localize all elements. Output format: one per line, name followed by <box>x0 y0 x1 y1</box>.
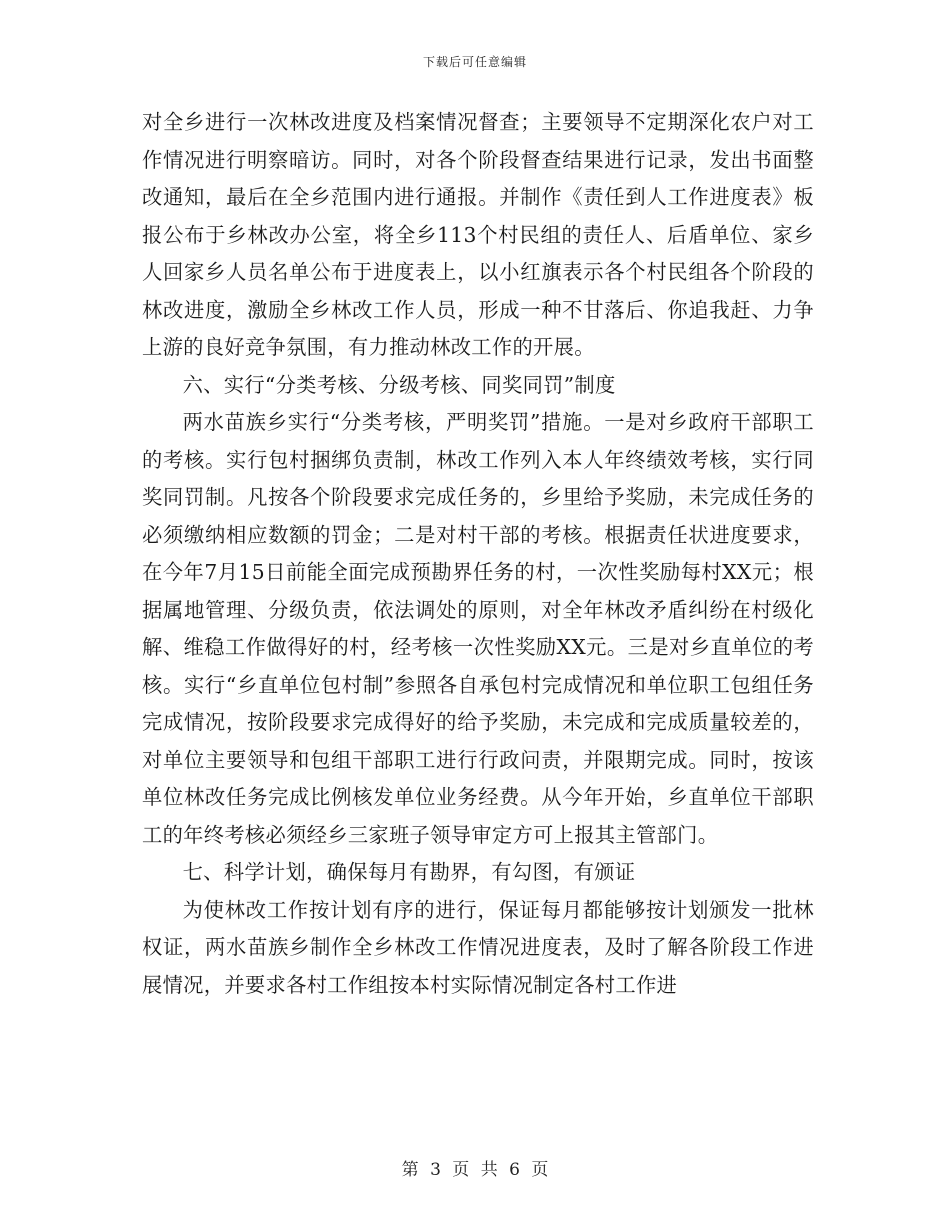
page-number: 第 3 页 共 6 页 <box>401 1160 549 1180</box>
page-header: 下载后可任意编辑 <box>422 55 527 69</box>
section-heading-seven: 七、科学计划，确保每月有勘界，有勾图，有颁证 <box>182 860 636 884</box>
paragraph-planning: 为使林改工作按计划有序的进行，保证每月都能够按计划颁发一批林权证，两水苗族乡制作全乡林改工作情况进度表，及时了解各阶段工作进展情况，并要求各村工作组按本村实际情况制定各村工作进 <box>142 897 814 997</box>
paragraph-continuation: 对全乡进行一次林改进度及档案情况督查；主要领导不定期深化农户对工作情况进行明察暗访。同时，对各个阶段督查结果进行记录，发出书面整改通知，最后在全乡范围内进行通报。并制作《责任到人工作进度表》板报公布于乡林改办公室，将全乡113个村民组的责任人、后盾单位、家乡人回家乡人员名单公布于进度表上，以小红旗表示各个村民组各个阶段的林改进度，激励全乡林改工作人员，形成一种不甘落后、你追我赶、力争上游的良好竞争氛围，有力推动林改工作的开展。 <box>142 110 814 359</box>
document-body <box>142 104 814 1004</box>
section-heading-six: 六、实行“分类考核、分级考核、同奖同罚”制度 <box>182 372 616 397</box>
paragraph-assessment: 两水苗族乡实行“分类考核，严明奖罚”措施。一是对乡政府干部职工的考核。实行包村捆绑负责制，林改工作列入本人年终绩效考核，实行同奖同罚制。凡按各个阶段要求完成任务的，乡里给予奖励，未完成任务的必须缴纳相应数额的罚金；二是对村干部的考核。根据责任状进度要求，在今年7月15日前能全面完成预勘界任务的村，一次性奖励每村XX元；根据属地管理、分级负责，依法调处的原则，对全年林改矛盾纠纷在村级化解、维稳工作做得好的村，经考核一次性奖励XX元。三是对乡直单位的考核。实行“乡直单位包村制”参照各自承包村完成情况和单位职工包组任务完成情况，按阶段要求完成得好的给予奖励，未完成和完成质量较差的，对单位主要领导和包组干部职工进行行政问责，并限期完成。同时，按该单位林改任务完成比例核发单位业务经费。从今年开始，乡直单位干部职工的年终考核必须经乡三家班子领导审定方可上报其主管部门。 <box>142 410 814 847</box>
